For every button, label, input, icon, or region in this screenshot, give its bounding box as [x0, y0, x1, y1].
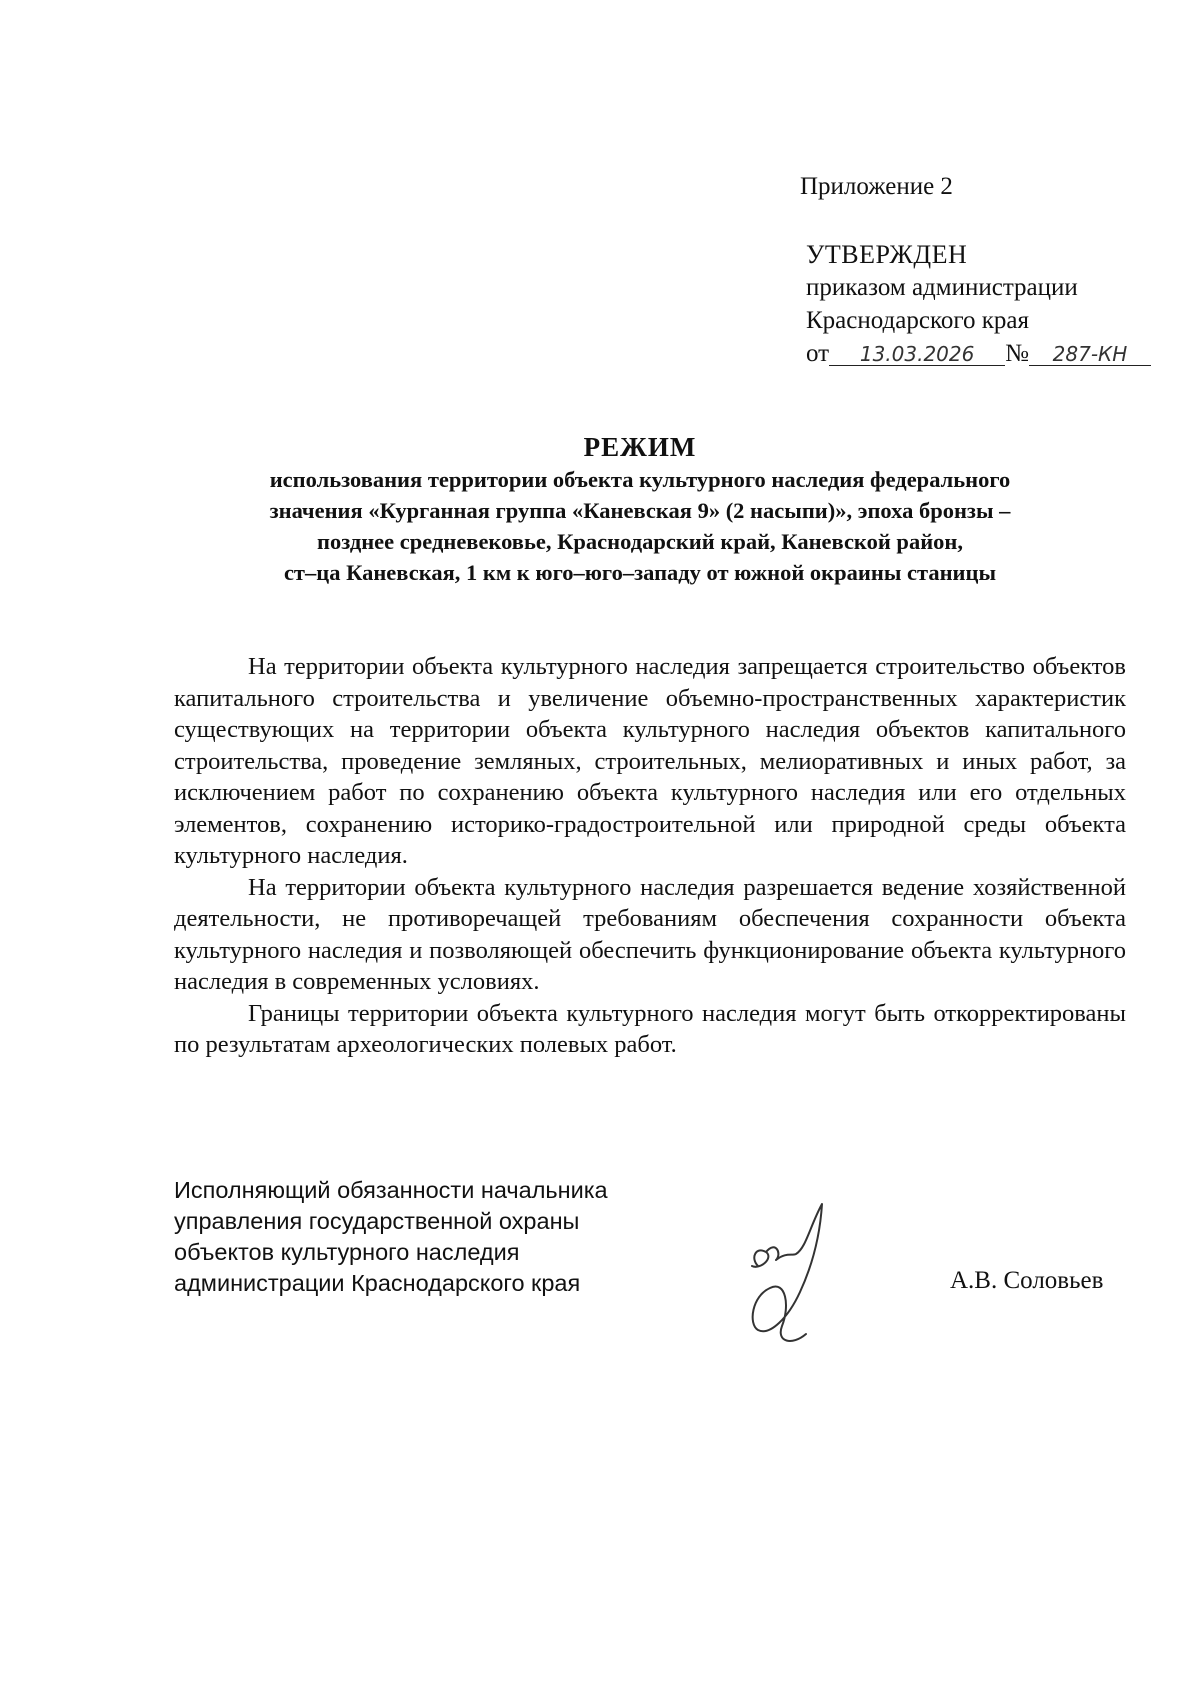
approved-by-line-2: Краснодарского края	[806, 307, 1029, 334]
annex-label: Приложение 2	[800, 173, 953, 200]
document-title: РЕЖИМ	[583, 432, 697, 462]
order-date-handwritten: 13.03.2026	[829, 343, 1005, 366]
date-prefix: от	[806, 340, 830, 367]
document-subtitle-line-4: ст–ца Каневская, 1 км к юго–юго–западу от южной окраины станицы	[283, 560, 997, 585]
document-subtitle-line-3: позднее средневековье, Краснодарский край, Каневской район,	[316, 529, 964, 554]
order-number-handwritten: 287-КН	[1029, 343, 1151, 366]
approval-stamp	[806, 238, 1151, 370]
approved-label: УТВЕРЖДЕН	[806, 240, 968, 269]
document-body	[174, 651, 1126, 1061]
document-subtitle-line-2: значения «Курганная группа «Каневская 9» (2 насыпи)», эпоха бронзы –	[269, 498, 1011, 523]
signatory-position	[174, 1175, 608, 1299]
document-subtitle-line-1: использования территории объекта культурного наследия федерального	[269, 467, 1011, 492]
body-paragraph-3: Границы территории объекта культурного наследия могут быть откорректированы по результатам археологических полевых работ.	[174, 999, 1126, 1058]
approved-by-line-1: приказом администрации	[806, 274, 1078, 301]
signatory-position-line-2: управления государственной охраны	[174, 1208, 580, 1234]
document-heading	[150, 430, 1130, 588]
number-prefix: №	[1005, 340, 1029, 367]
signatory-name: А.В. Соловьев	[950, 1267, 1104, 1294]
signatory-position-line-1: Исполняющий обязанности начальника	[174, 1177, 608, 1203]
signatory-position-line-3: объектов культурного наследия	[174, 1239, 520, 1265]
signatory-position-line-4: администрации Краснодарского края	[174, 1270, 581, 1296]
body-paragraph-1: На территории объекта культурного наследия запрещается строительство объектов капитального строительства и увеличение объемно-пространственных характеристик существующих на территории объекта культурного наследия объектов капитального строительства, проведение земляных, строительных, мелиоративных и иных работ, за исключением работ по сохранению объекта культурного наследия или его отдельных элементов, сохранению историко-градостроительной или природной среды объекта культурного наследия.	[174, 653, 1126, 869]
order-date-number-line	[806, 337, 1151, 370]
handwritten-signature	[730, 1196, 860, 1356]
body-paragraph-2: На территории объекта культурного наследия разрешается ведение хозяйственной деятельности, не противоречащей требованиям обеспечения сохранности объекта культурного наследия и позволяющей обеспечить функционирование объекта культурного наследия в современных условиях.	[174, 873, 1126, 995]
